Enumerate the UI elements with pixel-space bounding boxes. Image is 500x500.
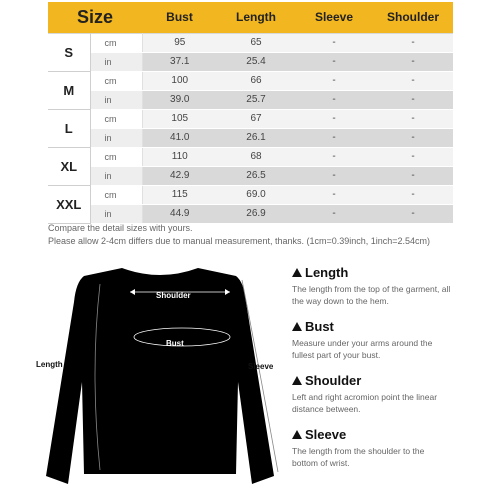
legend-description: The length from the shoulder to the bottom of wrist.: [292, 446, 425, 468]
bust-value: 42.9: [142, 166, 217, 185]
length-value: 66: [217, 71, 295, 90]
length-value: 67: [217, 109, 295, 128]
header-bust: Bust: [142, 2, 217, 33]
length-value: 68: [217, 147, 295, 166]
sleeve-value: -: [295, 185, 373, 204]
shoulder-value: -: [373, 33, 453, 52]
table-row: [48, 71, 453, 90]
header-size: Size: [48, 2, 142, 33]
bust-value: 41.0: [142, 128, 217, 147]
shoulder-value: -: [373, 147, 453, 166]
legend-sleeve: [292, 427, 497, 469]
bust-value: 115: [142, 185, 217, 204]
shoulder-value: -: [373, 52, 453, 71]
size-label: XXL: [48, 185, 90, 223]
unit-label: cm: [90, 147, 142, 166]
bust-value: 44.9: [142, 204, 217, 223]
sleeve-value: -: [295, 204, 373, 223]
unit-label: cm: [90, 33, 142, 52]
header-shoulder: Shoulder: [373, 2, 453, 33]
triangle-icon: [292, 322, 302, 331]
length-value: 25.7: [217, 90, 295, 109]
size-label: L: [48, 109, 90, 147]
table-row: [48, 166, 453, 185]
table-row: [48, 204, 453, 223]
legend-title: Bust: [305, 319, 334, 334]
shoulder-value: -: [373, 90, 453, 109]
table-row: [48, 90, 453, 109]
sleeve-value: -: [295, 71, 373, 90]
measurement-notes: [48, 222, 430, 248]
bust-value: 105: [142, 109, 217, 128]
measurement-legend: [292, 265, 497, 481]
legend-length: [292, 265, 497, 307]
shoulder-value: -: [373, 204, 453, 223]
bust-value: 110: [142, 147, 217, 166]
sweater-shape: [46, 268, 274, 484]
bust-value: 95: [142, 33, 217, 52]
size-label: M: [48, 71, 90, 109]
table-row: [48, 128, 453, 147]
sleeve-value: -: [295, 90, 373, 109]
legend-description: The length from the top of the garment, all the way down to the hem.: [292, 284, 451, 306]
unit-label: cm: [90, 109, 142, 128]
length-value: 25.4: [217, 52, 295, 71]
sleeve-value: -: [295, 128, 373, 147]
shoulder-label: Shoulder: [156, 291, 191, 300]
bust-label: Bust: [166, 339, 184, 348]
garment-diagram: [30, 262, 290, 498]
sleeve-value: -: [295, 147, 373, 166]
unit-label: in: [90, 128, 142, 147]
note-allowance: Please allow 2-4cm differs due to manual measurement, thanks. (1cm=0.39inch, 1inch=2.54cm): [48, 236, 431, 246]
shoulder-value: -: [373, 166, 453, 185]
triangle-icon: [292, 430, 302, 439]
size-label: S: [48, 33, 90, 71]
table-row: [48, 33, 453, 52]
unit-label: in: [90, 90, 142, 109]
size-label: XL: [48, 147, 90, 185]
bust-value: 100: [142, 71, 217, 90]
legend-description: Measure under your arms around the fullest part of your bust.: [292, 338, 433, 360]
unit-label: in: [90, 204, 142, 223]
unit-label: cm: [90, 185, 142, 204]
legend-bust: [292, 319, 497, 361]
table-row: [48, 52, 453, 71]
sleeve-value: -: [295, 166, 373, 185]
legend-title: Sleeve: [305, 427, 347, 442]
sleeve-value: -: [295, 33, 373, 52]
length-label: Length: [36, 360, 63, 369]
unit-label: cm: [90, 71, 142, 90]
sleeve-value: -: [295, 52, 373, 71]
shoulder-value: -: [373, 128, 453, 147]
legend-title: Shoulder: [305, 373, 362, 388]
sleeve-value: -: [295, 109, 373, 128]
bust-value: 39.0: [142, 90, 217, 109]
length-value: 26.1: [217, 128, 295, 147]
table-header-row: [48, 2, 453, 33]
unit-label: in: [90, 166, 142, 185]
shoulder-value: -: [373, 185, 453, 204]
legend-title: Length: [305, 265, 349, 280]
length-value: 69.0: [217, 185, 295, 204]
length-value: 65: [217, 33, 295, 52]
legend-description: Left and right acromion point the linear distance between.: [292, 392, 438, 414]
unit-label: in: [90, 52, 142, 71]
table-row: [48, 185, 453, 204]
note-compare: Compare the detail sizes with yours.: [48, 223, 193, 233]
shoulder-value: -: [373, 71, 453, 90]
length-value: 26.5: [217, 166, 295, 185]
shoulder-value: -: [373, 109, 453, 128]
table-row: [48, 109, 453, 128]
triangle-icon: [292, 268, 302, 277]
table-row: [48, 147, 453, 166]
sleeve-label: Sleeve: [248, 362, 274, 371]
legend-shoulder: [292, 373, 497, 415]
header-length: Length: [217, 2, 295, 33]
header-sleeve: Sleeve: [295, 2, 373, 33]
length-value: 26.9: [217, 204, 295, 223]
size-chart-table: [48, 2, 453, 224]
bust-value: 37.1: [142, 52, 217, 71]
triangle-icon: [292, 376, 302, 385]
